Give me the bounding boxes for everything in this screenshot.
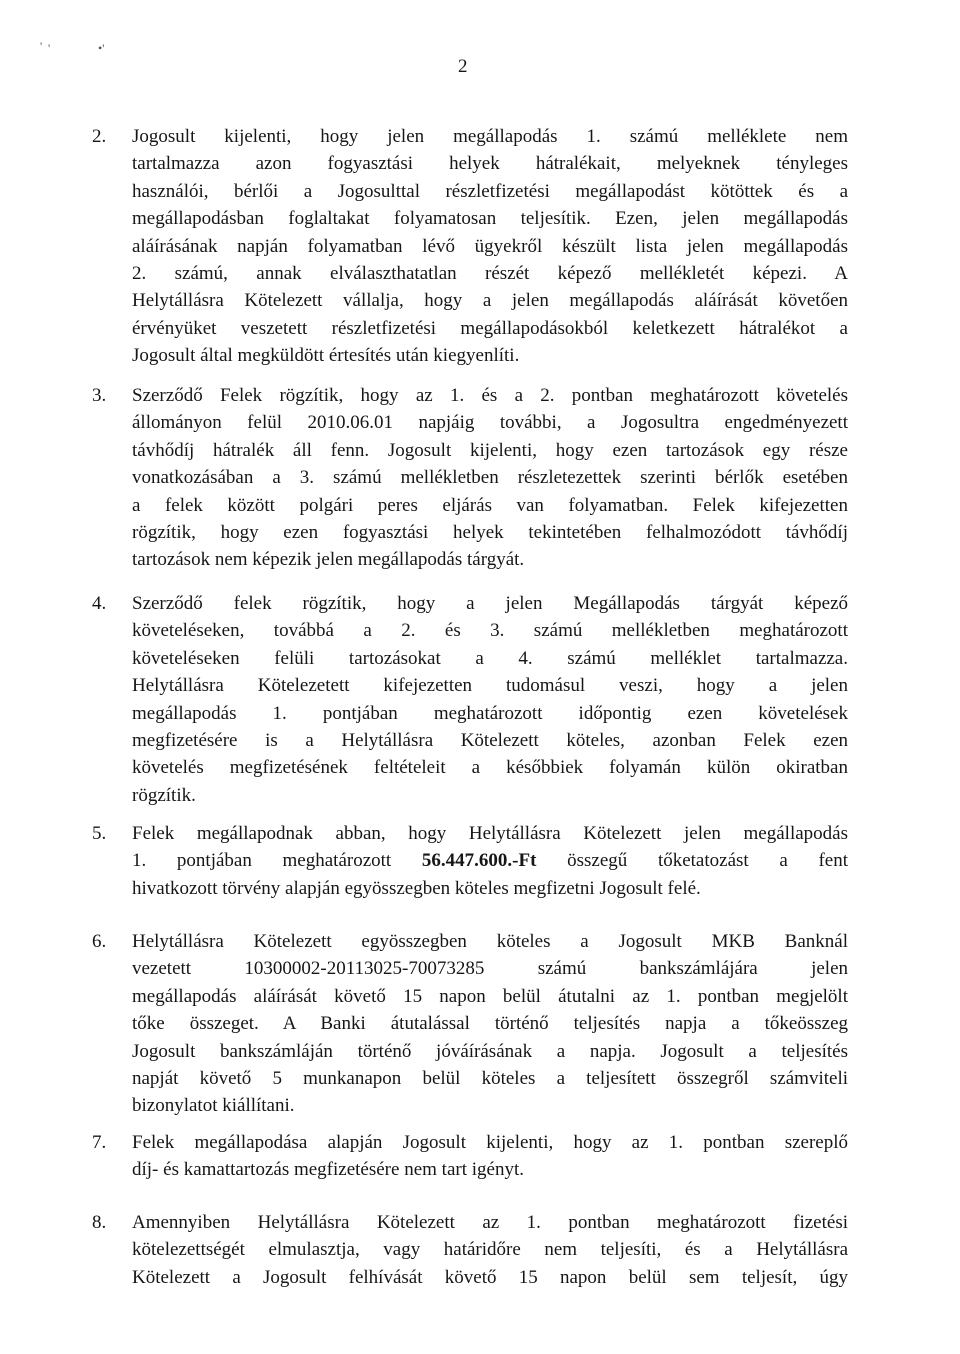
text-line: Jogosult kijelenti, hogy jelen megállapodás 1. számú melléklete nem xyxy=(132,126,848,147)
clause-6 xyxy=(92,928,852,1120)
text-line: Felek megállapodnak abban, hogy Helytállásra Kötelezett jelen megállapodás xyxy=(132,823,848,844)
text-line: követelés megfizetésének feltételeit a későbbiek folyamán külön okiratban xyxy=(132,757,848,779)
clause-8 xyxy=(92,1209,852,1291)
text-line: követeléseken felüli tartozásokat a 4. számú melléklet tartalmazza. xyxy=(132,647,848,669)
scan-mark: ' xyxy=(40,39,43,53)
text-line: a felek között polgári peres eljárás van folyamatban. Felek kifejezetten xyxy=(132,494,848,516)
scan-mark: ' xyxy=(48,41,51,55)
clause-text xyxy=(132,382,848,574)
text-line: 2. számú, annak elválaszthatatlan részét képező mellékletét képezi. A xyxy=(132,263,848,285)
amount-bold: 56.447.600.-Ft xyxy=(421,850,537,872)
clause-text xyxy=(132,123,848,370)
clause-number: 2. xyxy=(92,126,107,147)
text-line: rögzítik, hogy ezen fogyasztási helyek tekintetében felhalmozódott távhődíj xyxy=(132,522,848,544)
clause-text xyxy=(132,1129,848,1184)
text-line: vonatkozásában a 3. számú mellékletben részletezettek szerinti bérlők esetében xyxy=(132,467,848,489)
clause-text xyxy=(132,820,848,902)
clause-text xyxy=(132,590,848,809)
text-line: díj- és kamattartozás megfizetésére nem tart igényt. xyxy=(132,1159,524,1181)
text-line: megállapodásban foglaltakat folyamatosan teljesítik. Ezen, jelen megállapodás xyxy=(132,208,848,230)
text-line: aláírásának napján folyamatban lévő ügyekről készült lista jelen megállapodás xyxy=(132,235,848,257)
text-line: vezetett 10300002-20113025-70073285 számú bankszámlájára jelen xyxy=(132,958,848,980)
text-line: követeléseken, továbbá a 2. és 3. számú mellékletben meghatározott xyxy=(132,620,848,642)
text-line: Kötelezett a Jogosult felhívását követő 15 napon belül sem teljesít, úgy xyxy=(132,1266,848,1288)
text-line: bizonylatot kiállítani. xyxy=(132,1095,295,1117)
page-number: 2 xyxy=(458,56,468,77)
text-line: érvényüket veszetett részletfizetési megállapodásokból keletkezett hátralékot a xyxy=(132,317,848,339)
text-line: Helytállásra Kötelezetett kifejezetten tudomásul veszi, hogy a jelen xyxy=(132,675,848,697)
clause-5 xyxy=(92,820,852,902)
clause-number: 8. xyxy=(92,1212,107,1233)
text-line: Amennyiben Helytállásra Kötelezett az 1. pontban meghatározott fizetési xyxy=(132,1212,848,1233)
text-line: Jogosult bankszámláján történő jóváírásának a napja. Jogosult a teljesítés xyxy=(132,1040,848,1062)
clause-3 xyxy=(92,382,852,574)
clause-number: 3. xyxy=(92,385,107,406)
text-line: állományon felül 2010.06.01 napjáig további, a Jogosultra engedményezett xyxy=(132,412,848,434)
clause-4 xyxy=(92,590,852,809)
text-line: napját követő 5 munkanapon belül köteles a teljesített összegről számviteli xyxy=(132,1068,848,1090)
clause-number: 7. xyxy=(92,1132,107,1153)
clause-number: 4. xyxy=(92,593,107,614)
text-line: kötelezettségét elmulasztja, vagy határidőre nem teljesíti, és a Helytállásra xyxy=(132,1239,848,1261)
text-line: megfizetésére is a Helytállásra Kötelezett köteles, azonban Felek ezen xyxy=(132,730,848,752)
text-line: megállapodás aláírását követő 15 napon belül átutalni az 1. pontban megjelölt xyxy=(132,985,848,1007)
text-line: Helytállásra Kötelezett egyösszegben köteles a Jogosult MKB Banknál xyxy=(132,931,848,952)
text-line: megállapodás 1. pontjában meghatározott időpontig ezen követelések xyxy=(132,702,848,724)
text-line: Szerződő Felek rögzítik, hogy az 1. és a 2. pontban meghatározott követelés xyxy=(132,385,848,406)
text-line: rögzítik. xyxy=(132,784,196,806)
text-fragment: 1. pontjában meghatározott xyxy=(132,850,392,872)
text-line: Szerződő felek rögzítik, hogy a jelen Megállapodás tárgyát képező xyxy=(132,593,848,614)
clause-number: 6. xyxy=(92,931,107,952)
text-line: hivatkozott törvény alapján egyösszegben köteles megfizetni Jogosult felé. xyxy=(132,877,701,899)
text-line: tőke összeget. A Banki átutalással történő teljesítés napja a tőkeösszeg xyxy=(132,1013,848,1035)
text-line: Felek megállapodása alapján Jogosult kijelenti, hogy az 1. pontban szereplő xyxy=(132,1132,848,1153)
clause-text xyxy=(132,1209,848,1291)
text-line: Helytállásra Kötelezett vállalja, hogy a jelen megállapodás aláírását követően xyxy=(132,290,848,312)
text-line: használói, bérlői a Jogosulttal részletfizetési megállapodást kötöttek és a xyxy=(132,180,848,202)
text-line: távhődíj hátralék áll fenn. Jogosult kijelenti, hogy ezen tartozások egy része xyxy=(132,439,848,461)
clause-text xyxy=(132,928,848,1120)
scan-mark: •' xyxy=(98,41,105,55)
text-line: Jogosult által megküldött értesítés után kiegyenlíti. xyxy=(132,345,520,367)
text-line: tartalmazza azon fogyasztási helyek hátralékait, melyeknek tényleges xyxy=(132,153,848,175)
clause-7 xyxy=(92,1129,852,1184)
clause-2 xyxy=(92,123,852,370)
text-line: tartozások nem képezik jelen megállapodás tárgyát. xyxy=(132,549,525,571)
text-line xyxy=(132,847,848,874)
clause-number: 5. xyxy=(92,823,107,844)
text-fragment: összegű tőketatozást a fent xyxy=(567,850,849,872)
